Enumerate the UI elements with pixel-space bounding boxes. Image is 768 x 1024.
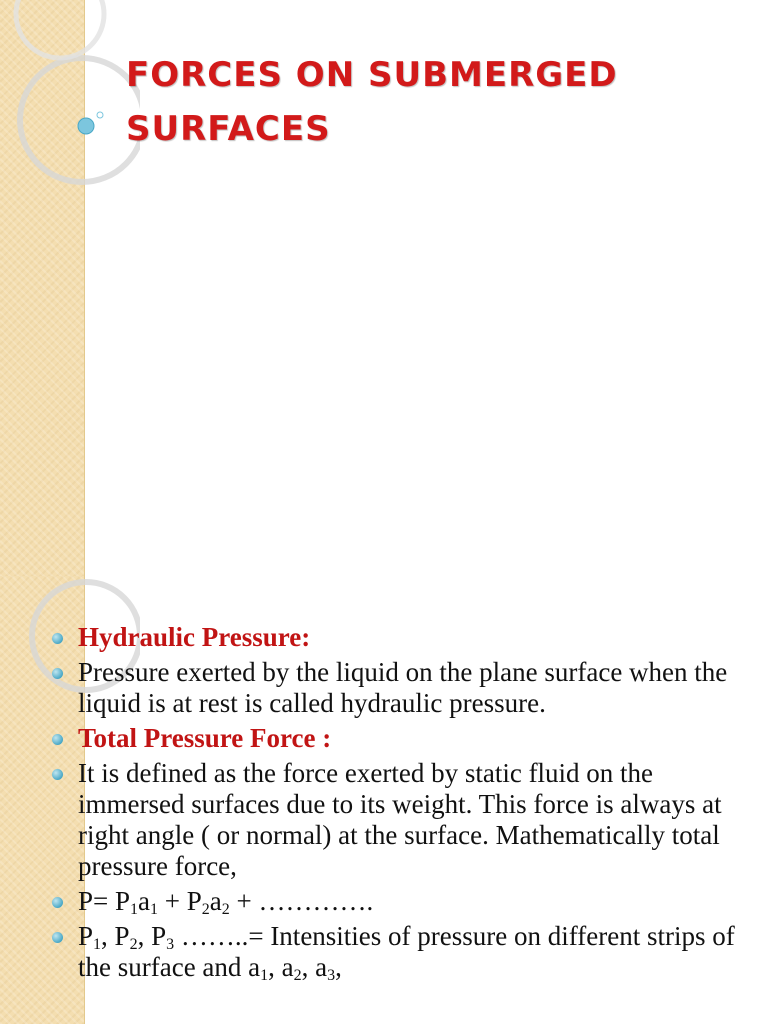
total-pressure-definition: It is defined as the force exerted by static fluid on the immersed surfaces due to its weight. This force is always at right angle ( or normal) at the surface. Mathematically total pressure force,: [78, 758, 722, 881]
bullet-list: [46, 622, 736, 987]
bullet-icon: [52, 932, 63, 943]
slide-title-text: [126, 48, 726, 156]
decorative-circles: [0, 0, 140, 220]
list-item: [46, 723, 736, 754]
heading-hydraulic-pressure: Hydraulic Pressure:: [78, 622, 311, 652]
bullet-icon: [52, 633, 63, 644]
list-item: [46, 622, 736, 653]
list-item: [46, 886, 736, 917]
equation: $P= P_1a_1 + P_2a_2$ + ………….: [78, 886, 374, 918]
slide-content: [0, 576, 768, 1024]
hydraulic-pressure-definition: Pressure exerted by the liquid on the plane surface when the liquid is at rest is called hydraulic pressure.: [78, 657, 728, 718]
list-item: [46, 657, 736, 719]
list-item: [46, 758, 736, 882]
bullet-icon: [52, 668, 63, 679]
bullet-icon: [52, 734, 63, 745]
title-line-2: SURFACES: [126, 109, 331, 149]
heading-total-pressure-force: Total Pressure Force :: [78, 723, 332, 753]
intensities-definition: $P_1$, $P_2$, $P_3$ ……..= Intensities of pressure on different strips of the surface and $a_1$, $a_2$, $a_3$,: [78, 921, 735, 984]
list-item: [46, 921, 736, 983]
title-line-1: FORCES ON SUBMERGED: [126, 55, 618, 95]
bullet-icon: [52, 769, 63, 780]
bullet-icon: [52, 897, 63, 908]
